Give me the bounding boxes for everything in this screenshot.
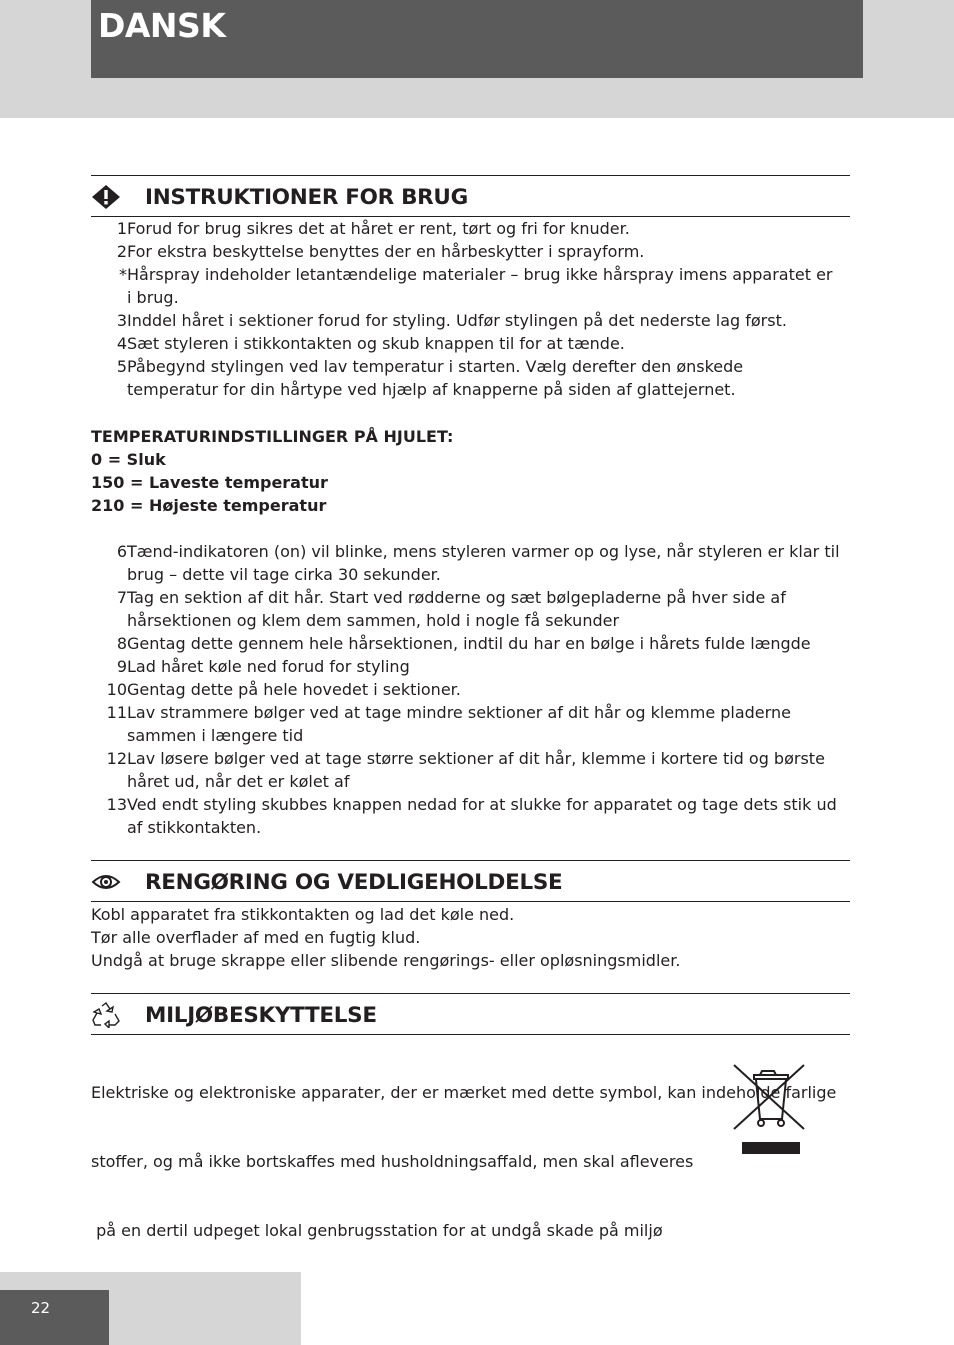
temperature-heading: TEMPERATURINDSTILLINGER PÅ HJULET: <box>91 427 454 446</box>
list-item <box>91 286 851 309</box>
list-item-number: 13 <box>106 795 127 814</box>
crossed-bin-icon <box>730 1063 808 1157</box>
list-item-text: brug – dette vil tage cirka 30 sekunder. <box>127 565 441 584</box>
list-item <box>91 632 851 655</box>
language-title: DANSK <box>98 6 226 45</box>
list-item-text: Tag en sektion af dit hår. Start ved rødderne og sæt bølgepladerne på hver side af <box>127 588 786 607</box>
list-item-text: Sæt styleren i stikkontakten og skub knappen til for at tænde. <box>127 334 625 353</box>
list-item <box>91 655 851 678</box>
list-item-number: * <box>119 265 127 284</box>
list-item-number: 11 <box>106 703 127 722</box>
list-item <box>91 793 851 816</box>
list-item <box>91 747 851 770</box>
list-item-text: temperatur for din hårtype ved hjælp af knapperne på siden af glattejernet. <box>127 380 736 399</box>
list-item-text: Lav løsere bølger ved at tage større sektioner af dit hår, klemme i kortere tid og børste <box>127 749 825 768</box>
list-item-number: 1 <box>116 219 127 238</box>
list-item <box>91 540 851 563</box>
eye-icon <box>91 869 121 895</box>
list-item-number: 6 <box>116 542 127 561</box>
list-item-text: Gentag dette gennem hele hårsektionen, indtil du har en bølge i hårets fulde længde <box>127 634 811 653</box>
list-item <box>91 563 851 586</box>
list-item-number: 9 <box>116 657 127 676</box>
section-instructions-header <box>91 175 850 217</box>
section-cleaning-header <box>91 860 850 902</box>
cleaning-text <box>91 903 851 972</box>
environment-line: Elektriske og elektroniske apparater, der er mærket med dette symbol, kan indeholde farlige <box>91 1083 837 1102</box>
list-item <box>91 332 851 355</box>
list-item <box>91 378 851 401</box>
list-item-number: 5 <box>116 357 127 376</box>
info-diamond-icon <box>91 184 121 210</box>
recycle-icon <box>91 1002 121 1028</box>
list-item-number: 3 <box>116 311 127 330</box>
language-banner <box>91 0 863 78</box>
list-item-text: Lav strammere bølger ved at tage mindre sektioner af dit hår og klemme pladerne <box>127 703 791 722</box>
list-item-number: 12 <box>106 749 127 768</box>
list-item <box>91 678 851 701</box>
environment-line: stoffer, og må ikke bortskaffes med husholdningsaffald, men skal afleveres <box>91 1152 694 1171</box>
section-environment-header <box>91 993 850 1035</box>
list-item-text: Gentag dette på hele hovedet i sektioner. <box>127 680 461 699</box>
list-item-text: Inddel håret i sektioner forud for styling. Udfør stylingen på det nederste lag først. <box>127 311 787 330</box>
cleaning-line: Tør alle overflader af med en fugtig klud. <box>91 928 421 947</box>
list-item <box>91 263 851 286</box>
temperature-line: 210 = Højeste temperatur <box>91 496 327 515</box>
list-item <box>91 724 851 747</box>
list-item-text: af stikkontakten. <box>127 818 262 837</box>
temperature-line: 150 = Laveste temperatur <box>91 473 328 492</box>
section-environment-title: MILJØBESKYTTELSE <box>145 1003 377 1028</box>
list-item-text: Lad håret køle ned forud for styling <box>127 657 410 676</box>
list-item-text: i brug. <box>127 288 179 307</box>
temperature-settings <box>91 425 851 517</box>
list-item-text: Tænd-indikatoren (on) vil blinke, mens styleren varmer op og lyse, når styleren er klar til <box>127 542 840 561</box>
list-item-text: For ekstra beskyttelse benyttes der en hårbeskytter i sprayform. <box>127 242 645 261</box>
list-item-text: sammen i længere tid <box>127 726 304 745</box>
page-number: 22 <box>31 1299 51 1317</box>
cleaning-line: Undgå at bruge skrappe eller slibende rengørings- eller opløsningsmidler. <box>91 951 681 970</box>
list-item-text: hårsektionen og klem dem sammen, hold i nogle få sekunder <box>127 611 620 630</box>
list-item <box>91 770 851 793</box>
section-instructions-title: INSTRUKTIONER FOR BRUG <box>145 185 468 210</box>
list-item-number: 7 <box>116 588 127 607</box>
instructions-list-2 <box>91 540 851 839</box>
list-item-text: håret ud, når det er kølet af <box>127 772 350 791</box>
temperature-line: 0 = Sluk <box>91 450 166 469</box>
list-item <box>91 609 851 632</box>
section-cleaning-title: RENGØRING OG VEDLIGEHOLDELSE <box>145 870 563 895</box>
list-item-number: 10 <box>106 680 127 699</box>
page-number-box <box>0 1290 109 1345</box>
list-item-number: 2 <box>116 242 127 261</box>
list-item-text: Ved endt styling skubbes knappen nedad for at slukke for apparatet og tage dets stik ud <box>127 795 837 814</box>
list-item <box>91 701 851 724</box>
list-item-text: Påbegynd stylingen ved lav temperatur i starten. Vælg derefter den ønskede <box>127 357 744 376</box>
list-item <box>91 816 851 839</box>
list-item-number: 4 <box>116 334 127 353</box>
list-item-text: Forud for brug sikres det at håret er rent, tørt og fri for knuder. <box>127 219 630 238</box>
instructions-list-1 <box>91 217 851 401</box>
environment-line: på en dertil udpeget lokal genbrugsstation for at undgå skade på miljø <box>91 1221 663 1240</box>
list-item <box>91 309 851 332</box>
list-item <box>91 217 851 240</box>
list-item-number: 8 <box>116 634 127 653</box>
list-item <box>91 240 851 263</box>
list-item <box>91 586 851 609</box>
list-item-text: Hårspray indeholder letantændelige materialer – brug ikke hårspray imens apparatet er <box>127 265 833 284</box>
list-item <box>91 355 851 378</box>
cleaning-line: Kobl apparatet fra stikkontakten og lad det køle ned. <box>91 905 515 924</box>
